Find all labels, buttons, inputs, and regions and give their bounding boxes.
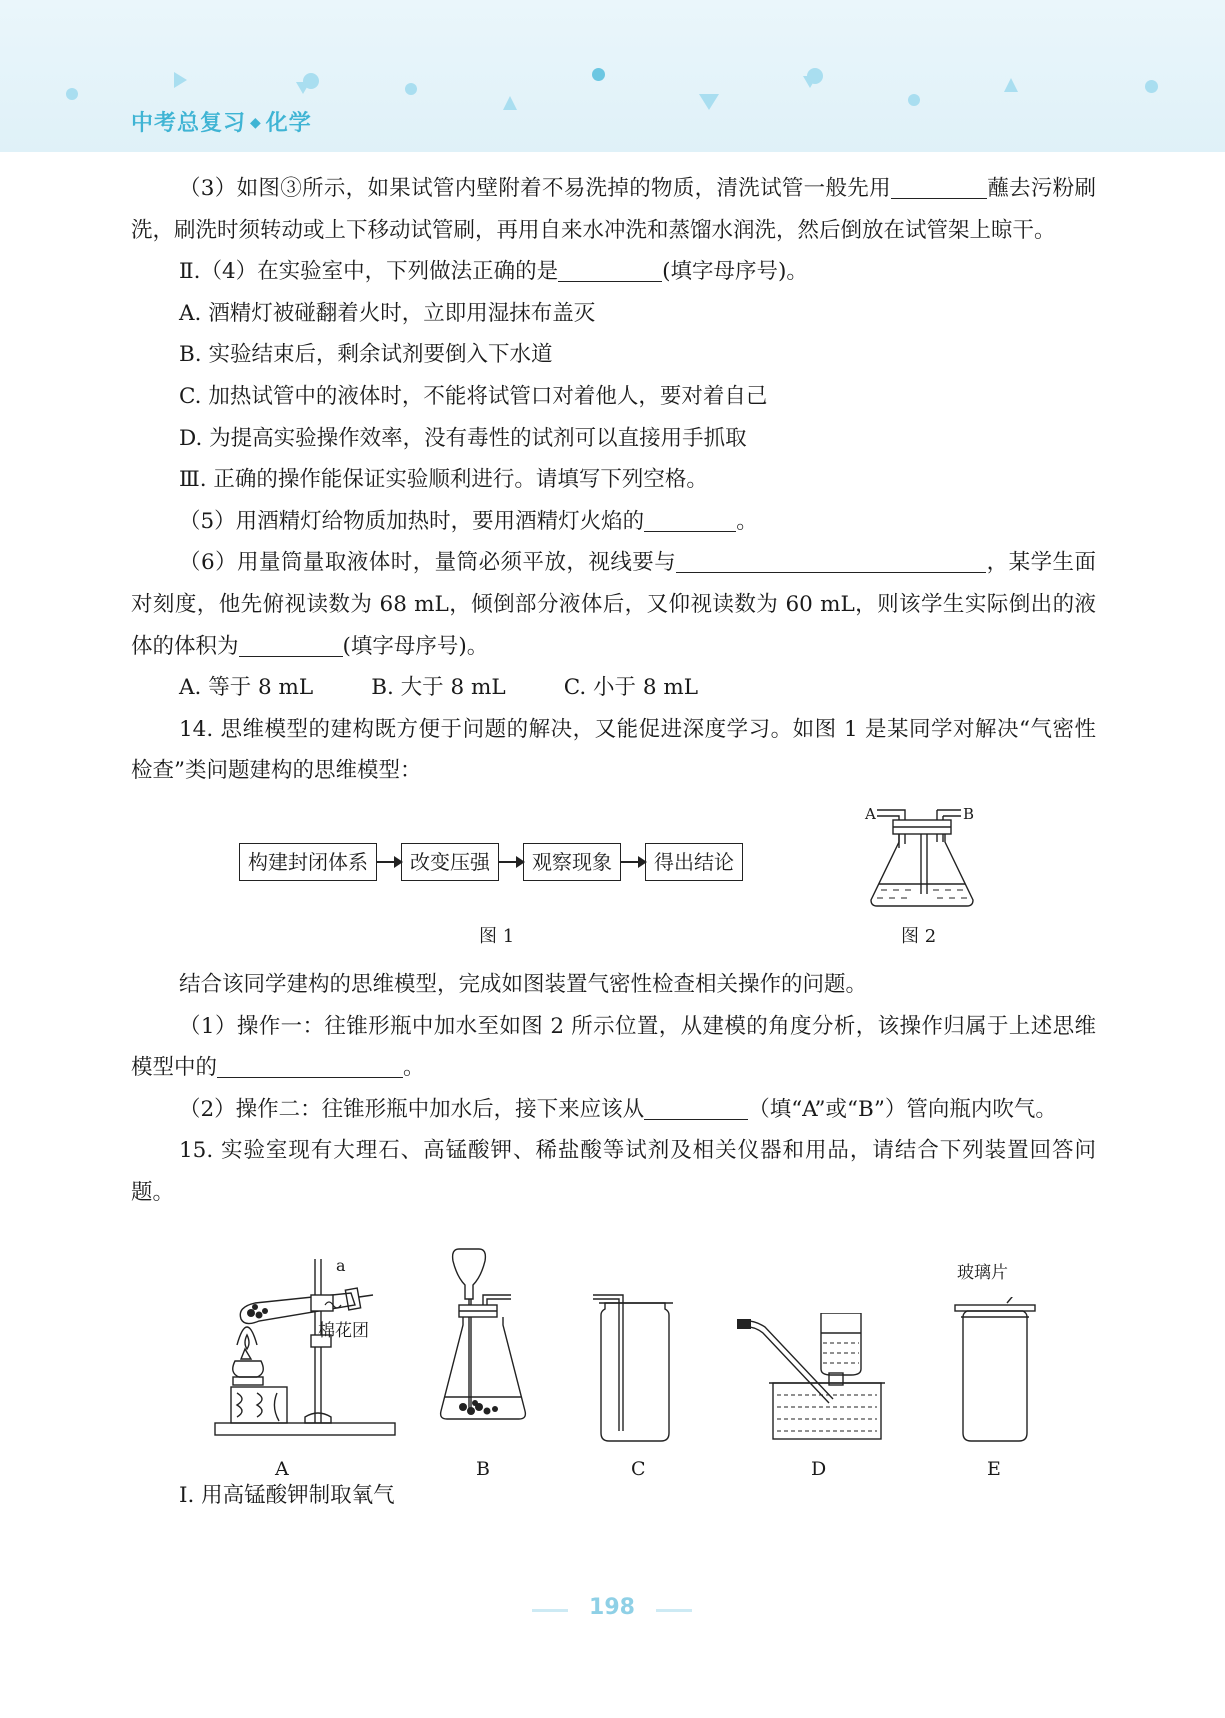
answer-blank[interactable]	[644, 509, 736, 532]
text: （5）用酒精灯给物质加热时，要用酒精灯火焰的	[179, 508, 645, 534]
label-b: B	[476, 1458, 490, 1481]
text: 。	[736, 508, 758, 534]
label-a: A	[275, 1458, 289, 1481]
q14-figures	[131, 792, 1096, 964]
text: 蘸去污粉刷洗，刷洗时须转动或上下移动试管刷，再用自来水冲洗和蒸馏水润洗，然后倒放在试管架上晾干。	[131, 176, 1096, 243]
decor-dot	[66, 88, 78, 100]
apparatus-c-gas-bottle	[593, 1293, 679, 1443]
text: Ⅱ.（4）在实验室中，下列做法正确的是	[179, 259, 559, 285]
q15-apparatus	[131, 1213, 1096, 1481]
answer-blank[interactable]	[676, 550, 986, 573]
answer-blank[interactable]	[558, 259, 662, 282]
arrow-icon	[377, 861, 401, 863]
decor-triangle	[803, 76, 817, 88]
decor-triangle	[296, 82, 310, 94]
text: （1）操作一：往锥形瓶中加水至如图 2 所示位置，从建模的角度分析，该操作归属于上述思维模型中的	[131, 1013, 1096, 1081]
decor-triangle	[699, 94, 719, 110]
header-banner	[0, 0, 1225, 152]
text: ，某学生面对刻度，他先俯视读数为 68 mL，倾倒部分液体后，又仰视读数为 60 mL，则该学生实际倒出的液体的体积为	[131, 550, 1096, 659]
page-number: 198	[562, 1595, 662, 1620]
text: （填“A”或“B”）管向瓶内吹气。	[748, 1096, 1057, 1122]
text: (填字母序号)。	[662, 259, 808, 285]
label-a-small: a	[336, 1256, 346, 1276]
book-title: 中考总复习	[131, 111, 247, 136]
decor-dot	[908, 94, 920, 106]
decor-dot	[405, 83, 417, 95]
page-content	[131, 168, 1096, 1517]
flow-step: 观察现象	[523, 843, 621, 881]
answer-blank[interactable]	[217, 1055, 403, 1078]
diamond-icon: ◆	[250, 115, 262, 131]
thinking-model-flowchart	[239, 842, 743, 882]
apparatus-e-bottle-glass-slide	[951, 1297, 1041, 1443]
header-title	[131, 106, 312, 137]
option-c: C. 小于 8 mL	[563, 675, 699, 701]
tube-label-a: A	[865, 804, 876, 823]
decor-triangle	[1004, 78, 1018, 92]
figure-2-caption: 图 2	[901, 925, 937, 947]
option-b: B. 大于 8 mL	[371, 675, 506, 701]
subject-title: 化学	[265, 111, 312, 136]
option-d: D. 为提高实验操作效率，没有毒性的试剂可以直接用手抓取	[179, 425, 747, 451]
q15-stem: 15. 实验室现有大理石、高锰酸钾、稀盐酸等试剂及相关仪器和用品，请结合下列装置回答问题。	[131, 1138, 1096, 1205]
text: （6）用量筒量取液体时，量筒必须平放，视线要与	[179, 550, 677, 576]
q13-part6	[131, 542, 1096, 667]
q15-part1: Ⅰ. 用高锰酸钾制取氧气	[179, 1483, 395, 1509]
figure-1-caption: 图 1	[479, 925, 515, 947]
q14-part2	[131, 1089, 1096, 1131]
apparatus-b-flask-funnel	[437, 1247, 537, 1443]
q13-section-iii: Ⅲ. 正确的操作能保证实验顺利进行。请填写下列空格。	[179, 467, 708, 493]
arrow-icon	[621, 861, 645, 863]
decor-dot	[592, 68, 605, 81]
answer-blank[interactable]	[891, 176, 987, 199]
option-a: A. 等于 8 mL	[179, 675, 314, 701]
label-c: C	[631, 1458, 646, 1481]
decor-triangle	[503, 96, 517, 110]
q13-part6-options	[131, 667, 1096, 709]
q13-part5	[131, 501, 1096, 543]
flow-step: 得出结论	[645, 843, 743, 881]
tube-label-b: B	[963, 804, 975, 823]
decor-triangle	[174, 72, 187, 88]
text: （3）如图③所示，如果试管内壁附着不易洗掉的物质，清洗试管一般先用	[179, 176, 891, 201]
q14-part1	[131, 1006, 1096, 1089]
q13-part4	[131, 251, 1096, 293]
text: （2）操作二：往锥形瓶中加水后，接下来应该从	[179, 1096, 645, 1122]
answer-blank[interactable]	[644, 1097, 748, 1120]
glass-slide-label: 玻璃片	[957, 1263, 1008, 1284]
option-b: B. 实验结束后，剩余试剂要倒入下水道	[179, 342, 553, 368]
option-a: A. 酒精灯被碰翻着火时，立即用湿抹布盖灭	[179, 300, 596, 326]
text: (填字母序号)。	[342, 633, 489, 659]
option-c: C. 加热试管中的液体时，不能将试管口对着他人，要对着自己	[179, 383, 768, 409]
q14-stem: 14. 思维模型的建构既方便于问题的解决，又能促进深度学习。如图 1 是某同学对解决“气密性检查”类问题建构的思维模型：	[131, 716, 1096, 784]
q14-intro: 结合该同学建构的思维模型，完成如图装置气密性检查相关操作的问题。	[179, 971, 868, 997]
apparatus-d-water-trough	[737, 1313, 889, 1441]
cotton-label: 棉花团	[318, 1321, 369, 1342]
arrow-icon	[499, 861, 523, 863]
label-d: D	[811, 1458, 827, 1481]
q13-part3	[131, 168, 1096, 251]
label-e: E	[987, 1458, 1001, 1481]
answer-blank[interactable]	[239, 634, 343, 657]
decor-dot	[1145, 80, 1158, 93]
flow-step: 构建封闭体系	[239, 843, 377, 881]
text: 。	[403, 1055, 425, 1081]
flow-step: 改变压强	[401, 843, 499, 881]
